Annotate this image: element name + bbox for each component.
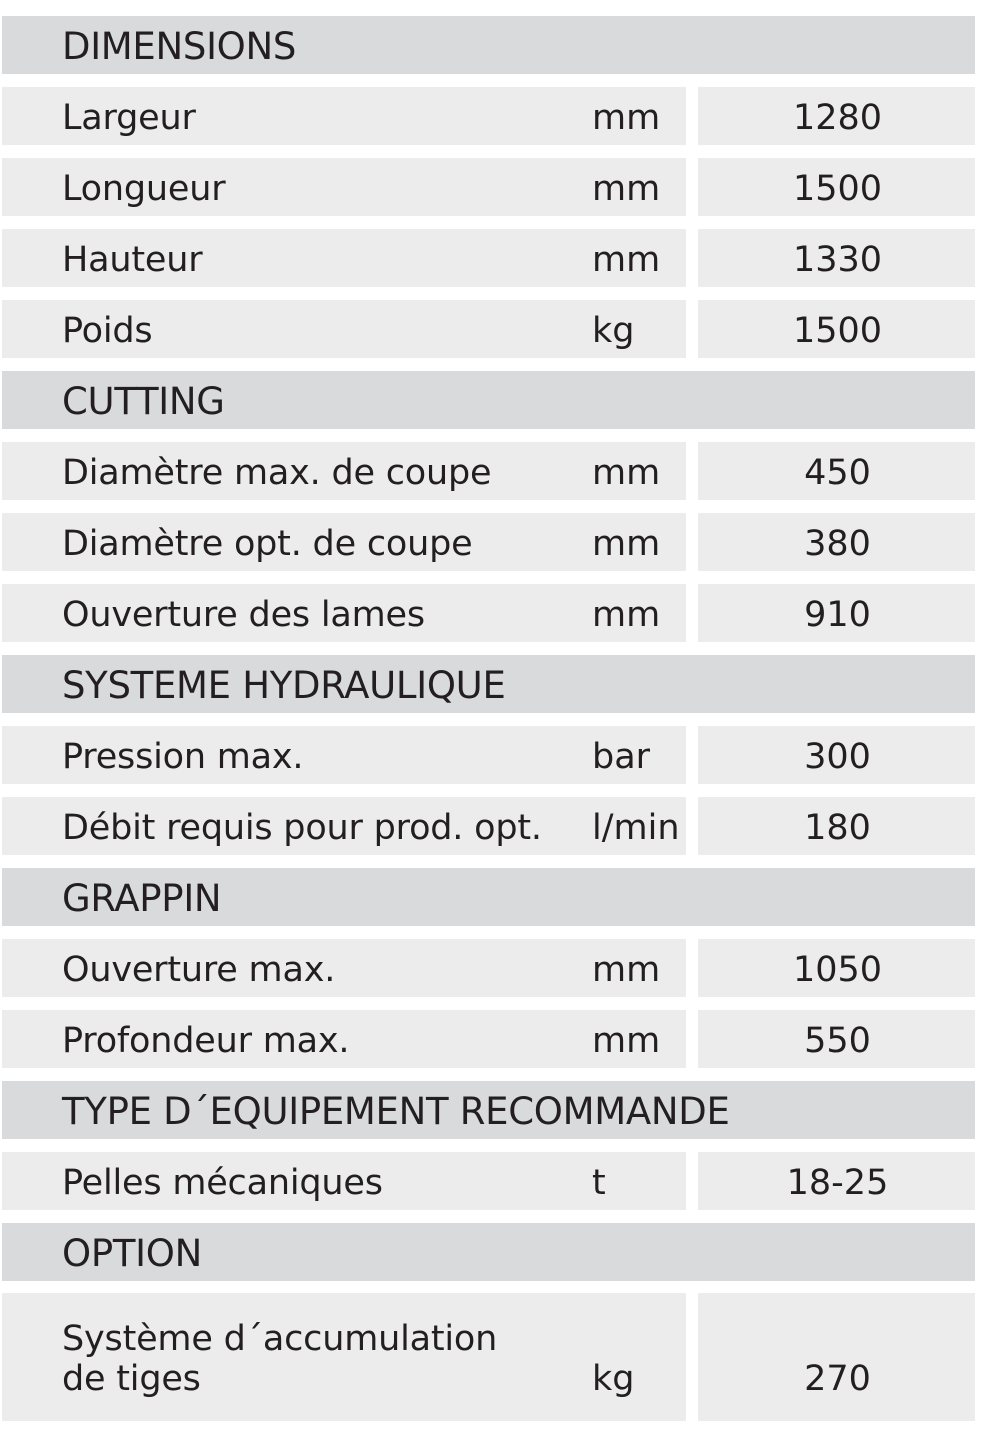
row-label-cell (2, 726, 686, 784)
row-label: Pelles mécaniques (62, 1163, 383, 1203)
section-header-cutting (2, 371, 975, 429)
section-title: SYSTEME HYDRAULIQUE (62, 664, 506, 707)
section-title: TYPE D´EQUIPEMENT RECOMMANDE (62, 1090, 730, 1133)
section-header-option (2, 1223, 975, 1281)
row-value: 450 (804, 453, 871, 493)
row-label: Débit requis pour prod. opt. (62, 808, 542, 848)
row-value: 1050 (792, 950, 883, 990)
row-value-cell (698, 584, 975, 642)
row-value-cell (698, 1293, 975, 1421)
section-header-dimensions (2, 16, 975, 74)
row-value: 550 (804, 1021, 871, 1061)
row-value: 380 (804, 524, 871, 564)
row-value: 300 (804, 737, 871, 777)
row-label: Hauteur (62, 240, 203, 280)
row-label-cell (2, 229, 686, 287)
row-label-line1: Système d´accumulation (62, 1319, 498, 1359)
row-unit: mm (592, 950, 661, 990)
section-title: GRAPPIN (62, 877, 222, 920)
row-value-cell (698, 513, 975, 571)
row-unit: l/min (592, 808, 680, 848)
row-unit: bar (592, 737, 651, 777)
row-value-cell (698, 158, 975, 216)
section-title: OPTION (62, 1232, 202, 1275)
row-label: Ouverture max. (62, 950, 336, 990)
row-value: 180 (804, 808, 871, 848)
row-value: 1500 (792, 311, 883, 351)
row-value-cell (698, 726, 975, 784)
row-label-cell (2, 1293, 686, 1421)
row-value: 910 (804, 595, 871, 635)
row-value-cell (698, 300, 975, 358)
row-label-cell (2, 797, 686, 855)
row-unit: mm (592, 240, 661, 280)
row-label: Largeur (62, 98, 196, 138)
row-unit: mm (592, 98, 661, 138)
row-value-cell (698, 939, 975, 997)
row-unit: mm (592, 595, 661, 635)
row-label: Poids (62, 311, 153, 351)
row-label-cell (2, 158, 686, 216)
row-value: 1280 (792, 98, 883, 138)
row-value: 270 (804, 1359, 871, 1399)
section-header-grappin (2, 868, 975, 926)
row-label-line2: de tiges (62, 1359, 201, 1399)
row-unit: t (592, 1163, 606, 1203)
row-label-cell (2, 939, 686, 997)
row-unit: kg (592, 311, 635, 351)
section-header-hydraulique (2, 655, 975, 713)
row-unit: mm (592, 453, 661, 493)
row-label: Diamètre opt. de coupe (62, 524, 473, 564)
row-value-cell (698, 797, 975, 855)
row-value-cell (698, 1010, 975, 1068)
section-title: CUTTING (62, 380, 225, 423)
row-unit: mm (592, 169, 661, 209)
row-value: 1330 (792, 240, 883, 280)
row-value: 1500 (792, 169, 883, 209)
row-value-cell (698, 87, 975, 145)
row-label-cell (2, 87, 686, 145)
row-label-cell (2, 1010, 686, 1068)
row-label-cell (2, 584, 686, 642)
row-label: Profondeur max. (62, 1021, 350, 1061)
row-label-cell (2, 442, 686, 500)
row-label: Diamètre max. de coupe (62, 453, 492, 493)
row-unit: kg (592, 1359, 635, 1399)
row-unit: mm (592, 1021, 661, 1061)
row-label-cell (2, 300, 686, 358)
section-title: DIMENSIONS (62, 25, 297, 68)
row-label: Longueur (62, 169, 226, 209)
row-label: Ouverture des lames (62, 595, 425, 635)
row-unit: mm (592, 524, 661, 564)
section-header-equipement (2, 1081, 975, 1139)
row-value: 18-25 (786, 1163, 889, 1203)
row-label: Pression max. (62, 737, 304, 777)
row-label-cell (2, 513, 686, 571)
row-value-cell (698, 229, 975, 287)
row-value-cell (698, 1152, 975, 1210)
row-value-cell (698, 442, 975, 500)
row-label (62, 1319, 582, 1399)
row-label-cell (2, 1152, 686, 1210)
